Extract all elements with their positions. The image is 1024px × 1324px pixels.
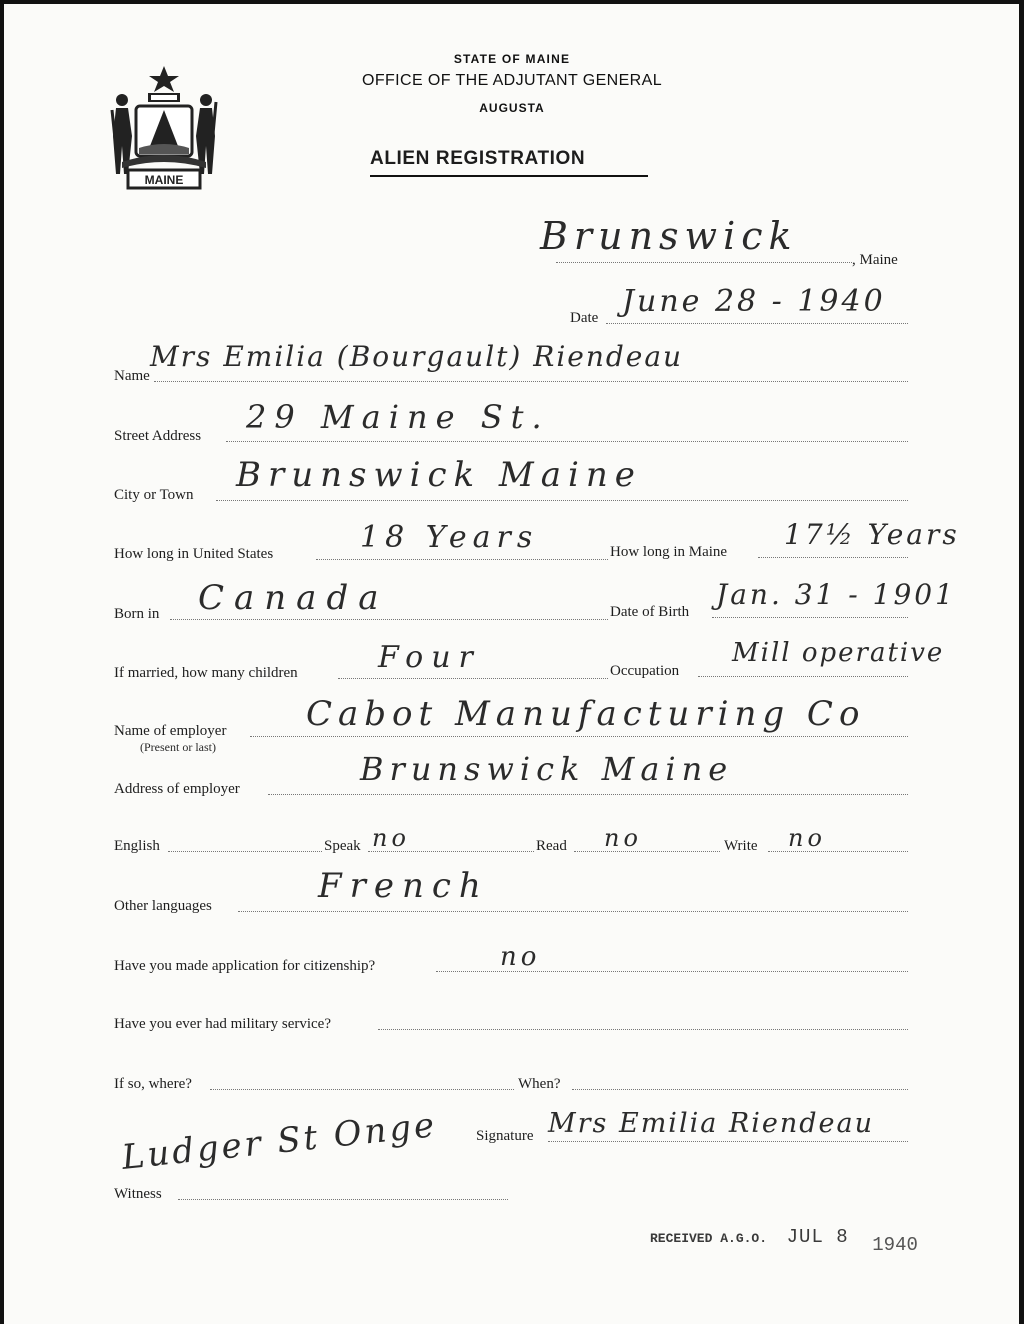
occupation-line	[698, 676, 908, 677]
speak-value: no	[372, 824, 410, 852]
city-heading: AUGUSTA	[479, 101, 545, 115]
street-address-value: 29 Maine St.	[246, 398, 550, 436]
received-stamp-text: RECEIVED A.G.O.	[650, 1231, 768, 1246]
witness-line	[178, 1199, 508, 1200]
born-in-label: Born in	[114, 606, 160, 622]
employer-name-value: Cabot Manufacturing Co	[306, 694, 866, 734]
where-line	[210, 1089, 514, 1090]
write-label: Write	[724, 838, 758, 854]
date-of-birth-line	[712, 617, 908, 618]
date-of-birth-label: Date of Birth	[610, 604, 690, 620]
employer-name-sublabel: (Present or last)	[140, 740, 216, 754]
name-line	[154, 381, 908, 382]
years-maine-value: 17½ Years	[784, 518, 960, 551]
where-label: If so, where?	[114, 1076, 192, 1092]
employer-name-line	[250, 736, 908, 737]
street-address-label: Street Address	[114, 428, 202, 444]
years-maine-line	[758, 557, 908, 558]
write-value: no	[788, 824, 826, 852]
name-value: Mrs Emilia (Bourgault) Riendeau	[150, 340, 684, 373]
other-languages-label: Other languages	[114, 898, 212, 914]
years-us-line	[316, 559, 608, 560]
born-in-line	[170, 619, 608, 620]
office-heading: OFFICE OF THE ADJUTANT GENERAL	[361, 72, 663, 89]
town-value: Brunswick	[540, 214, 798, 258]
city-or-town-value: Brunswick Maine	[236, 455, 642, 495]
employer-name-label: Name of employer	[114, 723, 227, 739]
name-label: Name	[114, 368, 150, 384]
occupation-label: Occupation	[610, 663, 680, 679]
years-us-value: 18 Years	[360, 520, 539, 555]
date-value: June 28 - 1940	[622, 284, 886, 319]
witness-value: Ludger St Onge	[119, 1105, 439, 1178]
years-maine-label: How long in Maine	[610, 544, 728, 560]
received-stamp-year: 1940	[872, 1234, 918, 1256]
date-label: Date	[570, 310, 599, 326]
signature-label: Signature	[476, 1128, 534, 1144]
received-stamp	[650, 1226, 918, 1256]
when-line	[572, 1089, 908, 1090]
city-or-town-line	[216, 500, 908, 501]
svg-text:MAINE: MAINE	[144, 173, 184, 187]
occupation-value: Mill operative	[732, 638, 945, 668]
other-languages-value: French	[318, 866, 489, 906]
citizenship-value: no	[500, 942, 541, 972]
read-label: Read	[536, 838, 567, 854]
english-label: English	[114, 838, 160, 854]
other-languages-line	[238, 911, 908, 912]
city-or-town-label: City or Town	[114, 487, 194, 503]
signature-value: Mrs Emilia Riendeau	[548, 1108, 874, 1139]
date-line	[606, 323, 908, 324]
town-suffix: , Maine	[852, 252, 898, 268]
children-label: If married, how many children	[114, 665, 298, 681]
speak-label: Speak	[324, 838, 361, 854]
form-title: ALIEN REGISTRATION	[370, 148, 648, 177]
signature-line	[548, 1141, 908, 1142]
town-line	[556, 262, 852, 263]
born-in-value: Canada	[198, 578, 389, 618]
street-address-line	[226, 441, 908, 442]
scan-edge-left	[0, 0, 4, 1324]
read-line	[574, 851, 720, 852]
military-label: Have you ever had military service?	[114, 1016, 331, 1032]
citizenship-label: Have you made application for citizenship?	[114, 958, 376, 974]
received-stamp-date: JUL 8	[786, 1226, 849, 1248]
military-line	[378, 1029, 908, 1030]
employer-address-label: Address of employer	[114, 781, 240, 797]
years-us-label: How long in United States	[114, 546, 274, 562]
scan-edge-right	[1019, 0, 1024, 1324]
read-value: no	[604, 824, 642, 852]
children-value: Four	[378, 640, 481, 675]
employer-address-value: Brunswick Maine	[360, 750, 734, 788]
english-line	[168, 851, 322, 852]
witness-label: Witness	[114, 1186, 162, 1202]
state-heading: STATE OF MAINE	[453, 52, 571, 66]
scan-edge-top	[0, 0, 1024, 4]
children-line	[338, 678, 608, 679]
employer-address-line	[268, 794, 908, 795]
date-of-birth-value: Jan. 31 - 1901	[716, 578, 956, 611]
when-label: When?	[518, 1076, 561, 1092]
